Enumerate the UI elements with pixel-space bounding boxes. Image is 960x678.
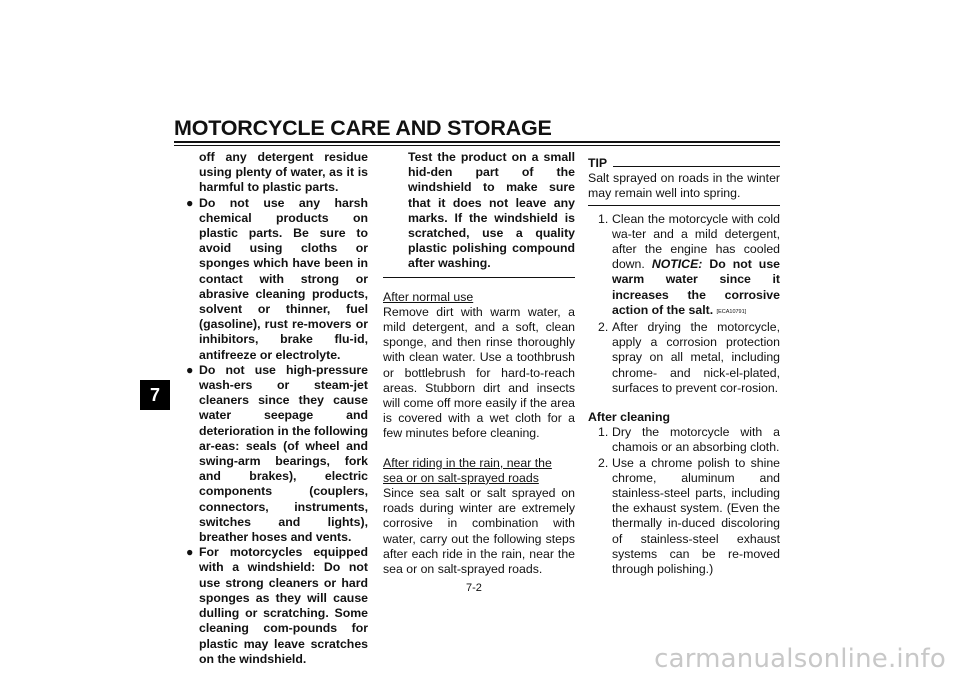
caution-intro: off any detergent residue using plenty of water, as it is harmful to plastic parts.: [199, 150, 368, 195]
header-rule-thin: [174, 145, 780, 146]
step-text: Dry the motorcycle with a chamois or an absorbing cloth.: [612, 425, 780, 455]
tip-header: [588, 156, 780, 171]
step-number: 1.: [598, 211, 609, 226]
caution-bullet: [186, 196, 368, 363]
caution-bullet: [186, 545, 368, 667]
bullet-icon: ●: [186, 195, 194, 210]
step-item: [588, 320, 780, 396]
step-item: [588, 456, 780, 578]
caution-bullet-text: Do not use high-pressure wash-ers or steam-jet cleaners since they cause water seepage and deterioration in the following ar-eas: seals (of wheel and swing-arm bearings, fork and brakes), electric components (couplers, connectors, instruments, switches and lights), breather hoses and vents.: [199, 362, 368, 545]
section-after-rain-text: Since sea salt or salt sprayed on roads during winter are extremely corrosive in combination with water, carry out the following steps after each ride in the rain, near the sea or on salt-sprayed roads.: [383, 486, 575, 577]
caution-continuation: Test the product on a small hid-den part of the windshield to make sure that it does not leave any marks. If the windshield is scratched, use a quality plastic polishing compound after washing.: [408, 150, 575, 271]
section-after-normal-use-title: After normal use: [383, 289, 474, 304]
tip-label: TIP: [588, 156, 608, 170]
step-item: [588, 212, 780, 320]
column-right: [588, 150, 780, 577]
step-item: [588, 425, 780, 455]
column-middle: [383, 150, 575, 577]
bullet-icon: ●: [186, 362, 194, 377]
caution-bullet-text: For motorcycles equipped with a windshield: Do not use strong cleaners or hard sponges as they will cause dulling or scratching. Some cleaning com-pounds for plastic may leave scratches on the windshield.: [199, 545, 368, 666]
step-number: 1.: [598, 425, 609, 440]
page-title: MOTORCYCLE CARE AND STORAGE: [174, 116, 552, 140]
header-rule-thick: [174, 141, 780, 143]
caution-bullet: [186, 363, 368, 545]
step-text: After drying the motorcycle, apply a corrosion protection spray on all metal, including chrome- and nick-el-plated, surfaces to prevent cor-rosion.: [612, 320, 780, 395]
tip-text: Salt sprayed on roads in the winter may remain well into spring.: [588, 171, 780, 205]
step-number: 2.: [598, 455, 609, 470]
page-number: 7-2: [466, 582, 482, 594]
watermark: carmanualsonline.info: [654, 644, 946, 674]
caution-bullet-text: Do not use any harsh chemical products on plastic parts. Be sure to avoid using cloths or sponges which have been in contact with strong or abrasive cleaning products, solvent or thinner, fuel (gasoline), rust re-movers or inhibitors, brake flu-id, antifreeze or electrolyte.: [199, 195, 368, 362]
bullet-icon: ●: [186, 545, 194, 560]
step-number: 2.: [598, 320, 609, 335]
caution-end-rule: [383, 277, 575, 278]
tip-rule: [613, 166, 780, 167]
column-left: [186, 150, 368, 667]
section-after-cleaning-title: After cleaning: [588, 410, 670, 425]
step-text: Clean the motorcycle with cold wa-ter and a mild detergent, after the engine has cooled down.: [612, 211, 780, 272]
step-text: Use a chrome polish to shine chrome, aluminum and stainless-steel parts, including the exhaust system. (Even the thermally in-duced discoloring of stainless-steel exhaust systems can be re-moved through polishing.): [612, 455, 780, 577]
notice-code: [ECA10791]: [716, 308, 747, 315]
section-after-normal-use-text: Remove dirt with warm water, a mild detergent, and a soft, clean sponge, and then rinse thoroughly with clean water. Use a toothbrush or bottlebrush for hard-to-reach areas. Stubborn dirt and insects will come off more easily if the area is covered with a wet cloth for a few minutes before cleaning.: [383, 304, 575, 441]
notice-text: Do not use warm water since it increases the corrosive action of the salt.: [612, 257, 781, 317]
section-after-rain-title: After riding in the rain, near the sea or on salt-sprayed roads: [383, 455, 552, 485]
chapter-tab: 7: [140, 380, 170, 410]
notice-label: NOTICE:: [651, 257, 703, 272]
